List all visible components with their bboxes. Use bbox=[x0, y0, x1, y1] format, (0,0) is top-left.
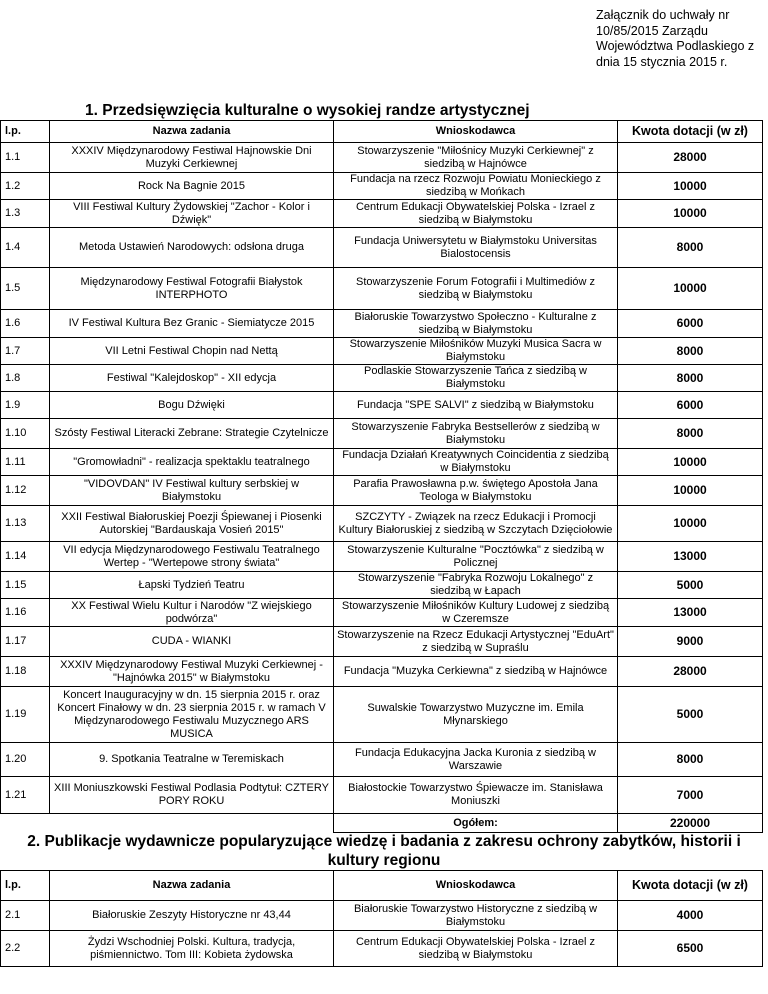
row-name: XIII Moniuszkowski Festiwal Podlasia Podtytuł: CZTERY PORY ROKU bbox=[50, 777, 334, 814]
row-amount: 28000 bbox=[618, 657, 763, 687]
row-lp: 1.8 bbox=[1, 365, 50, 392]
table-row bbox=[1, 173, 763, 200]
table-row bbox=[1, 365, 763, 392]
row-lp: 1.3 bbox=[1, 200, 50, 228]
row-applicant: Fundacja Edukacyjna Jacka Kuronia z siedzibą w Warszawie bbox=[334, 743, 618, 777]
table-row bbox=[1, 419, 763, 449]
row-name: Bogu Dźwięki bbox=[50, 392, 334, 419]
row-lp: 1.18 bbox=[1, 657, 50, 687]
row-applicant: Fundacja "SPE SALVI" z siedzibą w Białymstoku bbox=[334, 392, 618, 419]
table-row bbox=[1, 627, 763, 657]
row-applicant: Białostockie Towarzystwo Śpiewacze im. Stanisława Moniuszki bbox=[334, 777, 618, 814]
row-lp: 1.6 bbox=[1, 310, 50, 338]
row-applicant: Centrum Edukacji Obywatelskiej Polska - Izrael z siedzibą w Białymstoku bbox=[334, 931, 618, 967]
row-amount: 13000 bbox=[618, 542, 763, 572]
row-lp: 1.14 bbox=[1, 542, 50, 572]
row-lp: 1.7 bbox=[1, 338, 50, 365]
table-row bbox=[1, 476, 763, 506]
row-lp: 1.9 bbox=[1, 392, 50, 419]
row-name: Metoda Ustawień Narodowych: odsłona druga bbox=[50, 228, 334, 268]
row-name: Łapski Tydzień Teatru bbox=[50, 572, 334, 599]
row-amount: 6000 bbox=[618, 310, 763, 338]
row-amount: 10000 bbox=[618, 506, 763, 542]
row-lp: 1.12 bbox=[1, 476, 50, 506]
table-header-row bbox=[1, 121, 763, 143]
table-row bbox=[1, 338, 763, 365]
row-lp: 2.2 bbox=[1, 931, 50, 967]
total-spacer bbox=[1, 814, 334, 833]
row-lp: 1.19 bbox=[1, 687, 50, 743]
row-amount: 7000 bbox=[618, 777, 763, 814]
table-row bbox=[1, 777, 763, 814]
row-amount: 5000 bbox=[618, 572, 763, 599]
row-amount: 8000 bbox=[618, 743, 763, 777]
row-name: "Gromowładni" - realizacja spektaklu teatralnego bbox=[50, 449, 334, 476]
table-row bbox=[1, 572, 763, 599]
row-applicant: Białoruskie Towarzystwo Historyczne z siedzibą w Białymstoku bbox=[334, 901, 618, 931]
row-lp: 1.16 bbox=[1, 599, 50, 627]
row-amount: 10000 bbox=[618, 476, 763, 506]
table-row bbox=[1, 143, 763, 173]
row-name: Międzynarodowy Festiwal Fotografii Białystok INTERPHOTO bbox=[50, 268, 334, 310]
row-applicant: Stowarzyszenie na Rzecz Edukacji Artystycznej "EduArt" z siedzibą w Supraślu bbox=[334, 627, 618, 657]
row-name: Rock Na Bagnie 2015 bbox=[50, 173, 334, 200]
row-amount: 13000 bbox=[618, 599, 763, 627]
row-applicant: Stowarzyszenie Miłośników Kultury Ludowej z siedzibą w Czeremsze bbox=[334, 599, 618, 627]
row-applicant: Fundacja "Muzyka Cerkiewna" z siedzibą w Hajnówce bbox=[334, 657, 618, 687]
table-row bbox=[1, 599, 763, 627]
row-applicant: Stowarzyszenie Kulturalne "Pocztówka" z siedzibą w Policznej bbox=[334, 542, 618, 572]
row-amount: 28000 bbox=[618, 143, 763, 173]
row-lp: 1.20 bbox=[1, 743, 50, 777]
total-amount: 220000 bbox=[618, 814, 763, 833]
row-name: Koncert Inauguracyjny w dn. 15 sierpnia 2015 r. oraz Koncert Finałowy w dn. 23 sierpnia 2015 r. w ramach V Międzynarodowego Festiwalu Muzycznego ARS MUSICA bbox=[50, 687, 334, 743]
row-applicant: Suwalskie Towarzystwo Muzyczne im. Emila Młynarskiego bbox=[334, 687, 618, 743]
row-amount: 4000 bbox=[618, 901, 763, 931]
row-amount: 10000 bbox=[618, 173, 763, 200]
header-applicant: Wnioskodawca bbox=[334, 121, 618, 143]
row-amount: 8000 bbox=[618, 338, 763, 365]
table-row bbox=[1, 542, 763, 572]
section2-table bbox=[0, 870, 763, 967]
row-lp: 1.2 bbox=[1, 173, 50, 200]
header-amount: Kwota dotacji (w zł) bbox=[618, 121, 763, 143]
row-applicant: Stowarzyszenie Miłośników Muzyki Musica Sacra w Białymstoku bbox=[334, 338, 618, 365]
row-name: XXXIV Międzynarodowy Festiwal Muzyki Cerkiewnej - "Hajnówka 2015" w Białymstoku bbox=[50, 657, 334, 687]
row-applicant: Fundacja Działań Kreatywnych Coincidentia z siedzibą w Białymstoku bbox=[334, 449, 618, 476]
row-amount: 10000 bbox=[618, 200, 763, 228]
header-lp: l.p. bbox=[1, 871, 50, 901]
row-lp: 1.21 bbox=[1, 777, 50, 814]
section2-title: 2. Publikacje wydawnicze popularyzujące wiedzę i badania z zakresu ochrony zabytków, historii i kultury regionu bbox=[27, 833, 741, 869]
row-applicant: Stowarzyszenie "Miłośnicy Muzyki Cerkiewnej" z siedzibą w Hajnówce bbox=[334, 143, 618, 173]
table-row bbox=[1, 901, 763, 931]
row-lp: 1.13 bbox=[1, 506, 50, 542]
header-name: Nazwa zadania bbox=[50, 871, 334, 901]
row-lp: 1.15 bbox=[1, 572, 50, 599]
row-name: XX Festiwal Wielu Kultur i Narodów "Z wiejskiego podwórza" bbox=[50, 599, 334, 627]
row-name: VIII Festiwal Kultury Żydowskiej "Zachor - Kolor i Dźwięk" bbox=[50, 200, 334, 228]
header-lp: l.p. bbox=[1, 121, 50, 143]
row-applicant: SZCZYTY - Związek na rzecz Edukacji i Promocji Kultury Białoruskiej z siedzibą w Szczytach Dzięciołowie bbox=[334, 506, 618, 542]
table-row bbox=[1, 392, 763, 419]
row-applicant: Białoruskie Towarzystwo Społeczno - Kulturalne z siedzibą w Białymstoku bbox=[334, 310, 618, 338]
table-row bbox=[1, 931, 763, 967]
row-name: "VIDOVDAN" IV Festiwal kultury serbskiej w Białymstoku bbox=[50, 476, 334, 506]
row-lp: 2.1 bbox=[1, 901, 50, 931]
table-row bbox=[1, 449, 763, 476]
row-name: VII Letni Festiwal Chopin nad Nettą bbox=[50, 338, 334, 365]
row-lp: 1.11 bbox=[1, 449, 50, 476]
row-lp: 1.5 bbox=[1, 268, 50, 310]
total-label: Ogółem: bbox=[334, 814, 618, 833]
section1-title: 1. Przedsięwzięcia kulturalne o wysokiej randze artystycznej bbox=[85, 102, 530, 119]
table-row bbox=[1, 268, 763, 310]
annex-note: Załącznik do uchwały nr 10/85/2015 Zarządu Województwa Podlaskiego z dnia 15 stycznia 2015 r. bbox=[596, 8, 755, 69]
section2-table-body bbox=[1, 871, 763, 967]
total-row bbox=[1, 814, 763, 833]
row-lp: 1.10 bbox=[1, 419, 50, 449]
row-name: Żydzi Wschodniej Polski. Kultura, tradycja, piśmiennictwo. Tom III: Kobieta żydowska bbox=[50, 931, 334, 967]
table-row bbox=[1, 657, 763, 687]
row-name: XXII Festiwal Białoruskiej Poezji Śpiewanej i Piosenki Autorskiej "Bardauskaja Vosień 2015" bbox=[50, 506, 334, 542]
row-name: IV Festiwal Kultura Bez Granic - Siemiatycze 2015 bbox=[50, 310, 334, 338]
row-applicant: Centrum Edukacji Obywatelskiej Polska - Izrael z siedzibą w Białymstoku bbox=[334, 200, 618, 228]
row-name: Szósty Festiwal Literacki Zebrane: Strategie Czytelnicze bbox=[50, 419, 334, 449]
row-name: Białoruskie Zeszyty Historyczne nr 43,44 bbox=[50, 901, 334, 931]
table-row bbox=[1, 687, 763, 743]
row-amount: 8000 bbox=[618, 419, 763, 449]
row-amount: 5000 bbox=[618, 687, 763, 743]
row-name: 9. Spotkania Teatralne w Teremiskach bbox=[50, 743, 334, 777]
row-amount: 8000 bbox=[618, 365, 763, 392]
row-amount: 9000 bbox=[618, 627, 763, 657]
row-lp: 1.4 bbox=[1, 228, 50, 268]
table-row bbox=[1, 200, 763, 228]
row-name: VII edycja Międzynarodowego Festiwalu Teatralnego Wertep - "Wertepowe strony świata" bbox=[50, 542, 334, 572]
row-lp: 1.1 bbox=[1, 143, 50, 173]
row-applicant: Podlaskie Stowarzyszenie Tańca z siedzibą w Białymstoku bbox=[334, 365, 618, 392]
row-name: CUDA - WIANKI bbox=[50, 627, 334, 657]
table-row bbox=[1, 743, 763, 777]
row-lp: 1.17 bbox=[1, 627, 50, 657]
table-row bbox=[1, 506, 763, 542]
row-applicant: Fundacja Uniwersytetu w Białymstoku Universitas Bialostocensis bbox=[334, 228, 618, 268]
header-name: Nazwa zadania bbox=[50, 121, 334, 143]
row-applicant: Stowarzyszenie Fabryka Bestsellerów z siedzibą w Białymstoku bbox=[334, 419, 618, 449]
row-applicant: Fundacja na rzecz Rozwoju Powiatu Monieckiego z siedzibą w Mońkach bbox=[334, 173, 618, 200]
table-row bbox=[1, 310, 763, 338]
row-amount: 6500 bbox=[618, 931, 763, 967]
table-header-row bbox=[1, 871, 763, 901]
row-applicant: Stowarzyszenie "Fabryka Rozwoju Lokalnego" z siedzibą w Łapach bbox=[334, 572, 618, 599]
row-applicant: Parafia Prawosławna p.w. świętego Apostoła Jana Teologa w Białymstoku bbox=[334, 476, 618, 506]
header-amount: Kwota dotacji (w zł) bbox=[618, 871, 763, 901]
table-row bbox=[1, 228, 763, 268]
section1-table bbox=[0, 120, 763, 833]
row-amount: 6000 bbox=[618, 392, 763, 419]
row-amount: 10000 bbox=[618, 449, 763, 476]
row-applicant: Stowarzyszenie Forum Fotografii i Multimediów z siedzibą w Białymstoku bbox=[334, 268, 618, 310]
header-applicant: Wnioskodawca bbox=[334, 871, 618, 901]
row-amount: 10000 bbox=[618, 268, 763, 310]
section1-table-body bbox=[1, 121, 763, 833]
row-amount: 8000 bbox=[618, 228, 763, 268]
row-name: XXXIV Międzynarodowy Festiwal Hajnowskie Dni Muzyki Cerkiewnej bbox=[50, 143, 334, 173]
row-name: Festiwal "Kalejdoskop" - XII edycja bbox=[50, 365, 334, 392]
